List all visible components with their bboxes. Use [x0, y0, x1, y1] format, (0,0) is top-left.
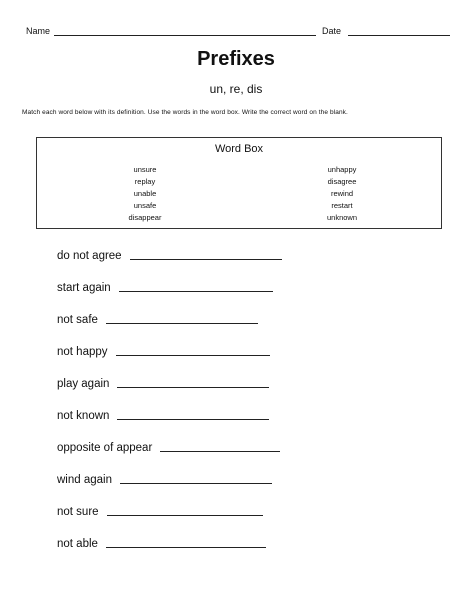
definition-text: wind again	[57, 474, 112, 486]
name-blank[interactable]	[54, 35, 316, 36]
definition-text: not happy	[57, 346, 108, 358]
exercise-item	[57, 404, 269, 422]
exercise-item	[57, 340, 270, 358]
page-title: Prefixes	[197, 48, 275, 70]
word-box-left-column	[85, 164, 205, 224]
answer-blank[interactable]	[107, 515, 263, 516]
name-date-header	[26, 24, 450, 40]
answer-blank[interactable]	[117, 387, 269, 388]
page-subtitle: un, re, dis	[209, 82, 263, 96]
answer-blank[interactable]	[160, 451, 280, 452]
definition-text: do not agree	[57, 250, 122, 262]
word-box-title: Word Box	[214, 143, 264, 155]
word-box-word: unhappy	[327, 165, 357, 174]
name-label: Name	[26, 26, 51, 36]
definition-text: opposite of appear	[57, 442, 153, 454]
exercise-item	[57, 532, 266, 550]
word-box-word: rewind	[330, 189, 354, 198]
word-box-word: disagree	[327, 177, 357, 186]
exercise-item	[57, 276, 273, 294]
answer-blank[interactable]	[116, 355, 270, 356]
definition-text: not sure	[57, 506, 99, 518]
answer-blank[interactable]	[130, 259, 282, 260]
date-label: Date	[322, 26, 342, 36]
word-box-word: unsafe	[133, 201, 157, 210]
instructions-text: Match each word below with its definition. Use the words in the word box. Write the correct word on the blank.	[22, 109, 348, 116]
word-box-word: replay	[134, 177, 156, 186]
answer-blank[interactable]	[106, 547, 266, 548]
word-box-word: unknown	[326, 213, 358, 222]
word-box	[36, 137, 442, 229]
answer-blank[interactable]	[117, 419, 269, 420]
definition-text: play again	[57, 378, 110, 390]
definition-text: start again	[57, 282, 111, 294]
exercise-item	[57, 244, 282, 262]
exercise-item	[57, 372, 269, 390]
exercise-item	[57, 468, 272, 486]
answer-blank[interactable]	[120, 483, 272, 484]
word-box-word: disappear	[128, 213, 162, 222]
exercise-item	[57, 436, 280, 454]
exercise-item	[57, 308, 258, 326]
word-box-word: unable	[133, 189, 157, 198]
definition-text: not known	[57, 410, 110, 422]
exercise-item	[57, 500, 263, 518]
answer-blank[interactable]	[119, 291, 273, 292]
answer-blank[interactable]	[106, 323, 258, 324]
word-box-word: unsure	[133, 165, 157, 174]
definition-text: not able	[57, 538, 98, 550]
word-box-right-column	[282, 164, 402, 224]
word-box-word: restart	[331, 201, 353, 210]
date-blank[interactable]	[348, 35, 450, 36]
definition-text: not safe	[57, 314, 98, 326]
